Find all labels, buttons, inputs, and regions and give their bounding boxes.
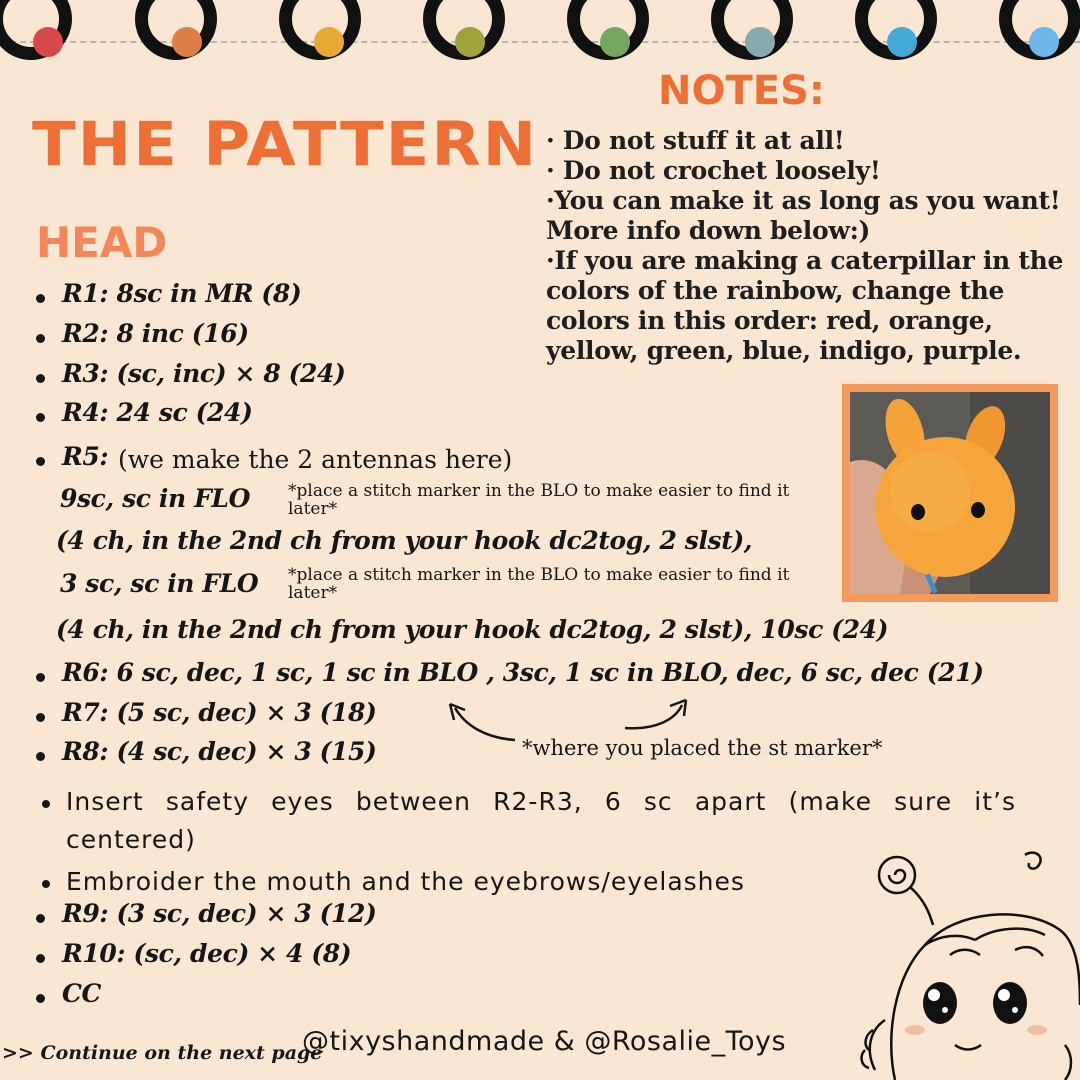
color-dot [314, 27, 344, 57]
instruction-eyes: Insert safety eyes between R2-R3, 6 sc apart (make sure it’s centered) [66, 787, 1016, 854]
row-r5-b: (4 ch, in the 2nd ch from your hook dc2tog, 2 slst), [56, 526, 753, 555]
row-r10: R10: (sc, dec) × 4 (8) [62, 939, 352, 968]
row-r5-note: (we make the 2 antennas here) [118, 445, 513, 474]
row-r5-c: 3 sc, sc in FLO [60, 569, 259, 598]
bullet [42, 800, 50, 808]
crochet-head-photo [850, 392, 1050, 594]
bullet [36, 752, 45, 761]
stitch-marker-note: *place a stitch marker in the BLO to make easier to find it later* [288, 565, 790, 603]
row-r6: R6: 6 sc, dec, 1 sc, 1 sc in BLO , 3sc, 1 sc in BLO, dec, 6 sc, dec (21) [62, 658, 984, 687]
bullet [36, 457, 45, 466]
note-item: ·You can make it as long as you want! More info down below:) [546, 186, 1061, 245]
note-item: · Do not stuff it at all! [546, 126, 845, 155]
page-title: THE PATTERN [32, 109, 539, 181]
note-item: ·If you are making a caterpillar in the colors of the rainbow, change the colors in this order: red, orange, yellow, green, blue, indigo, purple. [546, 246, 1064, 365]
note-item: · Do not crochet loosely! [546, 156, 881, 185]
row-r8: R8: (4 sc, dec) × 3 (15) [62, 737, 377, 766]
row-r9: R9: (3 sc, dec) × 3 (12) [62, 899, 377, 928]
bullet [36, 713, 45, 722]
crochet-head-photo-image [850, 392, 1050, 594]
bullet [36, 954, 45, 963]
row-r1: R1: 8sc in MR (8) [62, 279, 302, 308]
color-dot [1029, 27, 1059, 57]
instruction-embroider: Embroider the mouth and the eyebrows/eyelashes [66, 867, 745, 896]
bullet [36, 413, 45, 422]
row-cc: CC [62, 979, 101, 1008]
marker-arrow-label: *where you placed the st marker* [522, 736, 883, 760]
bullet [36, 334, 45, 343]
row-r2: R2: 8 inc (16) [62, 319, 249, 348]
row-r5: R5: [62, 442, 109, 471]
binder-rings [0, 0, 1080, 70]
color-dot [455, 27, 485, 57]
bullet [36, 994, 45, 1003]
color-dot [172, 27, 202, 57]
row-r7: R7: (5 sc, dec) × 3 (18) [62, 698, 377, 727]
bullet [36, 914, 45, 923]
row-r3: R3: (sc, inc) × 8 (24) [62, 359, 346, 388]
stitch-marker-note: *place a stitch marker in the BLO to make easier to find it later* [288, 481, 790, 519]
row-r5-d: (4 ch, in the 2nd ch from your hook dc2tog, 2 slst), 10sc (24) [56, 615, 889, 644]
bullet [42, 880, 50, 888]
row-r4: R4: 24 sc (24) [62, 398, 253, 427]
bullet [36, 673, 45, 682]
color-dot [33, 27, 63, 57]
bullet [36, 294, 45, 303]
color-dot [745, 27, 775, 57]
notes-heading: NOTES: [658, 68, 825, 114]
row-r5-a: 9sc, sc in FLO [60, 484, 250, 513]
section-heading-head: HEAD [36, 218, 168, 267]
color-dot [887, 27, 917, 57]
credits: @tixyshandmade & @Rosalie_Toys [302, 1026, 787, 1057]
continue-note: >> Continue on the next page [2, 1042, 323, 1064]
notes-list [546, 126, 1066, 366]
bullet [36, 374, 45, 383]
caterpillar-mascot-illustration [855, 845, 1080, 1080]
color-dot [600, 27, 630, 57]
